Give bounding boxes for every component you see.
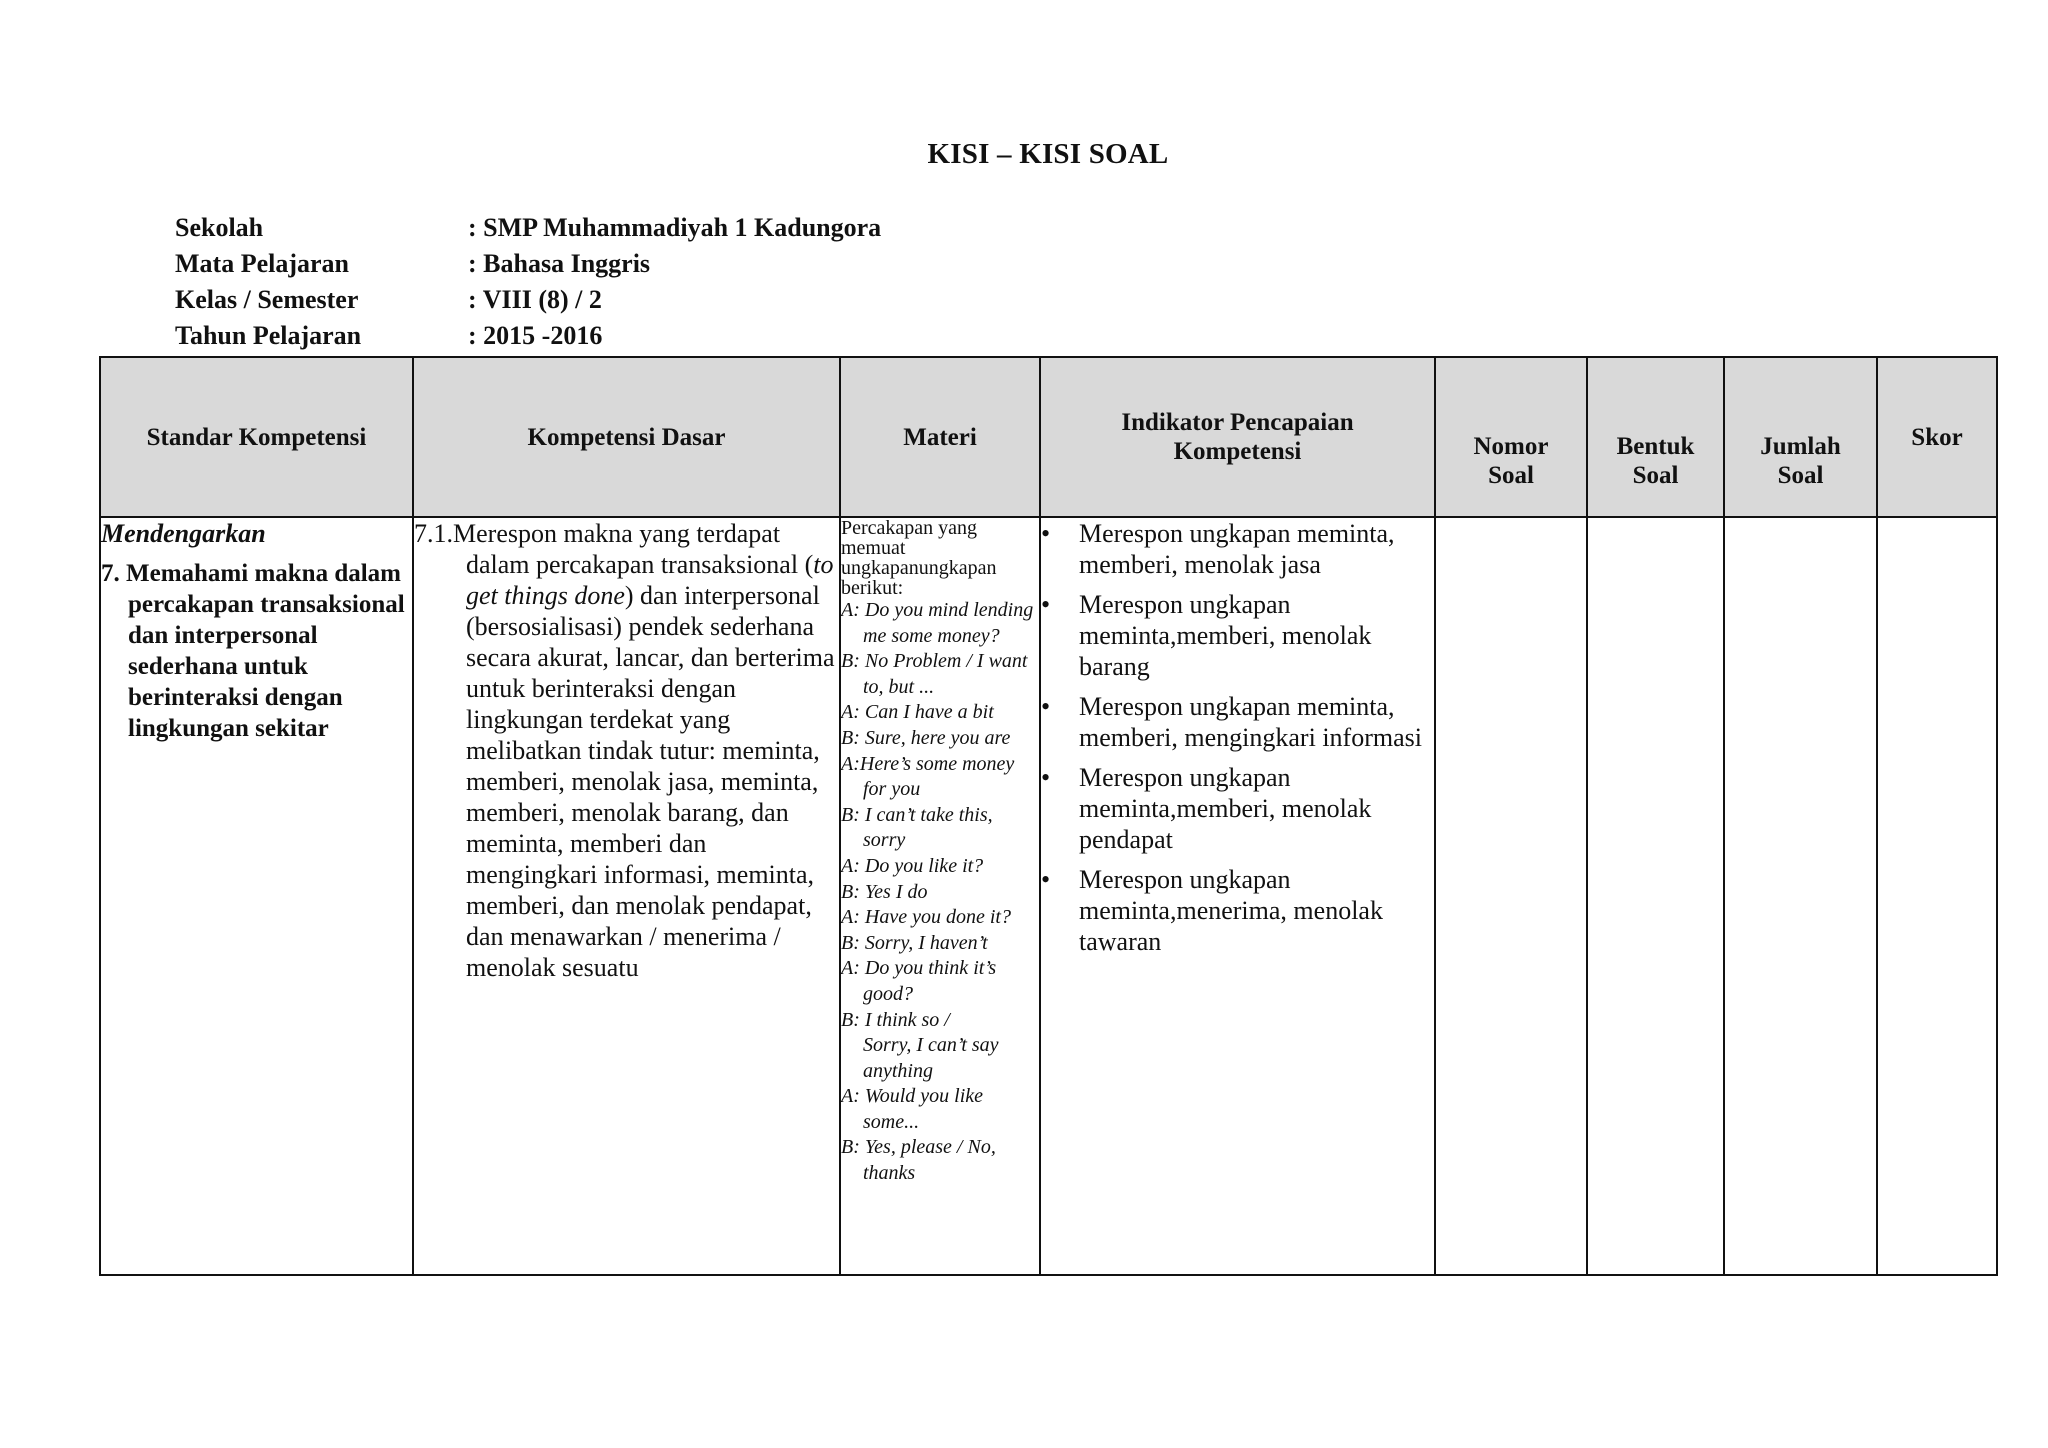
- header-label: Materi: [903, 423, 977, 451]
- bentuk-soal-cell: [1587, 517, 1724, 1275]
- bullet-icon: •: [1041, 865, 1051, 894]
- meta-row-kelas-semester: [175, 282, 881, 318]
- header-skor: [1877, 357, 1997, 517]
- materi-line: A: Have you done it?: [841, 906, 1011, 929]
- header-jumlah-soal: [1724, 357, 1877, 517]
- materi-intro: Percakapan yang memuat ungkapanungkapan berikut:: [841, 517, 997, 599]
- table-header-row: [100, 357, 1997, 517]
- kompetensi-dasar-text: [414, 518, 839, 983]
- meta-label: Sekolah: [175, 213, 264, 242]
- materi-cell: [840, 517, 1040, 1275]
- header-label-line: Indikator Pencapaian: [1121, 409, 1354, 436]
- header-label-line: Nomor: [1473, 433, 1549, 460]
- header-standar-kompetensi: [100, 357, 413, 517]
- indikator-text: Merespon ungkapan meminta,memberi, menolak barang: [1079, 590, 1372, 681]
- bullet-icon: •: [1041, 519, 1051, 548]
- header-bentuk-soal: [1587, 357, 1724, 517]
- materi-dialogue: [841, 598, 1039, 1187]
- header-label-line: Soal: [1488, 462, 1534, 489]
- header-label-line: Bentuk: [1616, 433, 1695, 460]
- indikator-item: [1041, 518, 1434, 580]
- indikator-cell: [1040, 517, 1435, 1275]
- nomor-soal-cell: [1435, 517, 1587, 1275]
- header-label: Standar Kompetensi: [146, 423, 367, 451]
- materi-line: B: Sorry, I haven’t: [841, 931, 988, 954]
- standar-topic: Mendengarkan: [101, 519, 266, 548]
- materi-line: B: Sure, here you are: [841, 726, 1011, 749]
- indikator-item: [1041, 762, 1434, 855]
- materi-line: A: Do you think it’s good?: [841, 957, 997, 1005]
- header-nomor-soal: [1435, 357, 1587, 517]
- meta-value: : 2015 -2016: [468, 321, 603, 350]
- indikator-text: Merespon ungkapan meminta,memberi, menolak pendapat: [1079, 763, 1372, 854]
- header-label-line: Kompetensi: [1173, 438, 1302, 465]
- header-kompetensi-dasar: [413, 357, 840, 517]
- kd-text-part: 7.1.Merespon makna yang terdapat dalam percakapan transaksional (: [414, 519, 814, 579]
- indikator-text: Merespon ungkapan meminta,menerima, menolak tawaran: [1079, 865, 1383, 956]
- header-label: Skor: [1911, 423, 1963, 451]
- materi-line: A: Can I have a bit: [841, 701, 994, 724]
- indikator-text: Merespon ungkapan meminta, memberi, mengingkari informasi: [1079, 692, 1422, 752]
- materi-line: A: Would you like some...: [841, 1085, 984, 1133]
- bullet-icon: •: [1041, 763, 1051, 792]
- indikator-text: Merespon ungkapan meminta, memberi, menolak jasa: [1079, 519, 1395, 579]
- kd-text-part: ) dan interpersonal (bersosialisasi) pendek sederhana secara akurat, lancar, dan berterima untuk berinteraksi dengan lingkungan terdekat yang melibatkan tindak tutur: meminta, memberi, menolak jasa, meminta, memberi, menolak barang, dan meminta, memberi dan mengingkari informasi, meminta, memberi, dan menolak pendapat, dan menawarkan / menerima / menolak sesuatu: [466, 581, 835, 982]
- meta-row-sekolah: [175, 210, 881, 246]
- skor-cell: [1877, 517, 1997, 1275]
- meta-row-mata-pelajaran: [175, 246, 881, 282]
- materi-line: B: I can’t take this, sorry: [841, 803, 993, 852]
- meta-value: : SMP Muhammadiyah 1 Kadungora: [468, 213, 882, 242]
- document-meta: [175, 210, 881, 354]
- document-title: KISI – KISI SOAL: [927, 138, 1169, 170]
- standar-item: 7. Memahami makna dalam percakapan transaksional dan interpersonal sederhana untuk berinteraksi dengan lingkungan sekitar: [101, 560, 405, 742]
- materi-line: B: Yes I do: [841, 880, 928, 903]
- materi-line: B: No Problem / I want to, but ...: [841, 650, 1028, 698]
- kisi-kisi-table: [99, 356, 1998, 1276]
- bullet-icon: •: [1041, 590, 1051, 619]
- meta-value: : VIII (8) / 2: [468, 285, 602, 314]
- meta-value: : Bahasa Inggris: [468, 249, 651, 278]
- materi-line: B: Yes, please / No, thanks: [841, 1136, 996, 1185]
- header-label-line: Jumlah: [1760, 433, 1841, 460]
- kompetensi-dasar-cell: [413, 517, 840, 1275]
- header-indikator: [1040, 357, 1435, 517]
- materi-line: B: I think so /: [841, 1008, 950, 1031]
- header-label: Kompetensi Dasar: [527, 423, 726, 451]
- materi-line: A: Do you like it?: [841, 854, 984, 877]
- jumlah-soal-cell: [1724, 517, 1877, 1275]
- materi-line: Sorry, I can’t say anything: [863, 1034, 999, 1082]
- materi-line: A:Here’s some money for you: [841, 752, 1015, 801]
- indikator-item: [1041, 691, 1434, 753]
- materi-line: A: Do you mind lending: [841, 599, 1034, 621]
- meta-label: Tahun Pelajaran: [175, 321, 362, 350]
- indikator-list: [1041, 518, 1434, 957]
- meta-row-tahun-pelajaran: [175, 318, 881, 354]
- header-label-line: Soal: [1632, 462, 1679, 489]
- header-label-line: Soal: [1777, 462, 1824, 489]
- standar-kompetensi-cell: [100, 517, 413, 1275]
- kd-italic-phrase: to get things done: [466, 550, 834, 610]
- materi-line: me some money?: [863, 624, 1000, 647]
- meta-label: Mata Pelajaran: [175, 249, 350, 278]
- meta-label: Kelas / Semester: [175, 285, 359, 314]
- bullet-icon: •: [1041, 692, 1051, 721]
- table-row: [100, 517, 1997, 1275]
- indikator-item: [1041, 589, 1434, 682]
- header-materi: [840, 357, 1040, 517]
- indikator-item: [1041, 864, 1434, 957]
